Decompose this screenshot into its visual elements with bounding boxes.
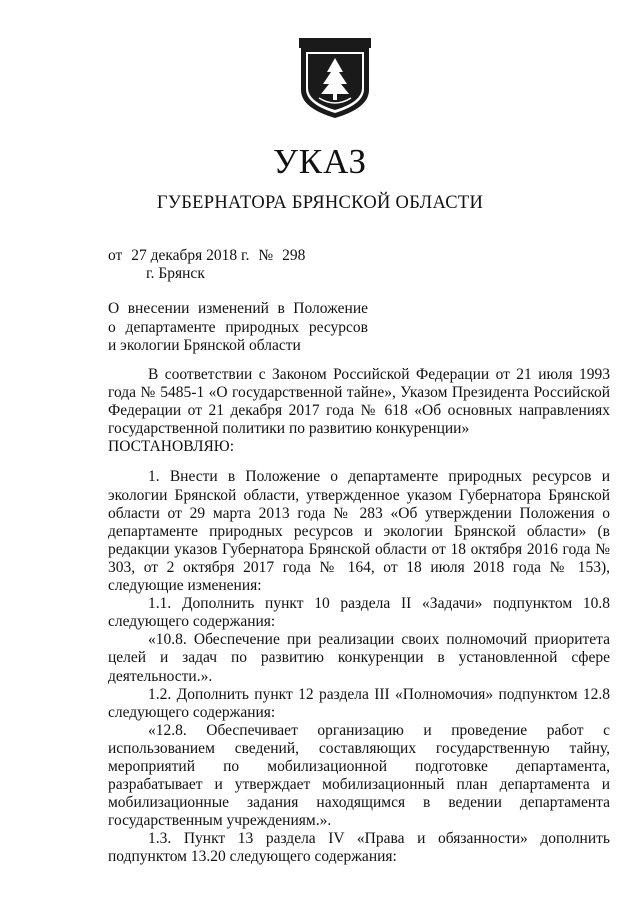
subject-line: о департаменте природных ресурсов	[108, 318, 368, 336]
body-paragraph: «12.8. Обеспечивает организацию и проведение работ с использованием сведений, составляющих государственную тайну, мероприятий по мобилизационной подготовке департамента, разрабатывает и утверждает мобилизационный план департамента и мобилизационные задания находящимся в ведении департамента государственным учреждениям.».	[108, 721, 610, 830]
date-prefix: от	[108, 247, 123, 264]
subject-line: и экологии Брянской области	[108, 337, 301, 354]
date-line	[108, 246, 310, 265]
document-city: г. Брянск	[146, 265, 205, 282]
preamble-paragraph: В соответствии с Законом Российской Федерации от 21 июля 1993 года № 5485-1 «О государственной тайне», Указом Президента Российской Федерации от 21 декабря 2017 года № 618 «Об основных направлениях государственной политики по развитию конкуренции»	[108, 366, 610, 438]
document-date: 27 декабря 2018 г.	[131, 247, 250, 264]
number-sign: №	[258, 247, 274, 264]
decree-word: ПОСТАНОВЛЯЮ:	[108, 438, 235, 456]
body-paragraph: 1.1. Дополнить пункт 10 раздела II «Задачи» подпунктом 10.8 следующего содержания:	[108, 595, 610, 631]
body-paragraph: 1. Внести в Положение о департаменте природных ресурсов и экологии Брянской области, утвержденное указом Губернатора Брянской области от 29 марта 2013 года № 283 «Об утверждении Положения о департаменте природных ресурсов и экологии Брянской области» (в редакции указов Губернатора Брянской области от 18 октября 2016 года № 303, от 2 октября 2017 года № 164, от 18 июля 2018 года № 153), следующие изменения:	[108, 468, 610, 595]
document-title: УКАЗ	[272, 142, 368, 181]
bryansk-coat-of-arms-icon	[299, 38, 371, 120]
document-body	[108, 366, 610, 867]
document-subtitle: ГУБЕРНАТОРА БРЯНСКОЙ ОБЛАСТИ	[156, 193, 484, 213]
body-paragraph: 1.3. Пункт 13 раздела IV «Права и обязанности» дополнить подпунктом 13.20 следующего содержания:	[108, 830, 610, 866]
subject-line: О внесении изменений в Положение	[108, 300, 368, 317]
body-paragraph: «10.8. Обеспечение при реализации своих полномочий приоритета целей и задач по развитию конкуренции в установленной сфере деятельности.».	[108, 631, 610, 685]
document-subject	[108, 300, 368, 356]
document-number: 298	[282, 247, 306, 264]
body-paragraph: 1.2. Дополнить пункт 12 раздела III «Полномочия» подпунктом 12.8 следующего содержания:	[108, 685, 610, 721]
